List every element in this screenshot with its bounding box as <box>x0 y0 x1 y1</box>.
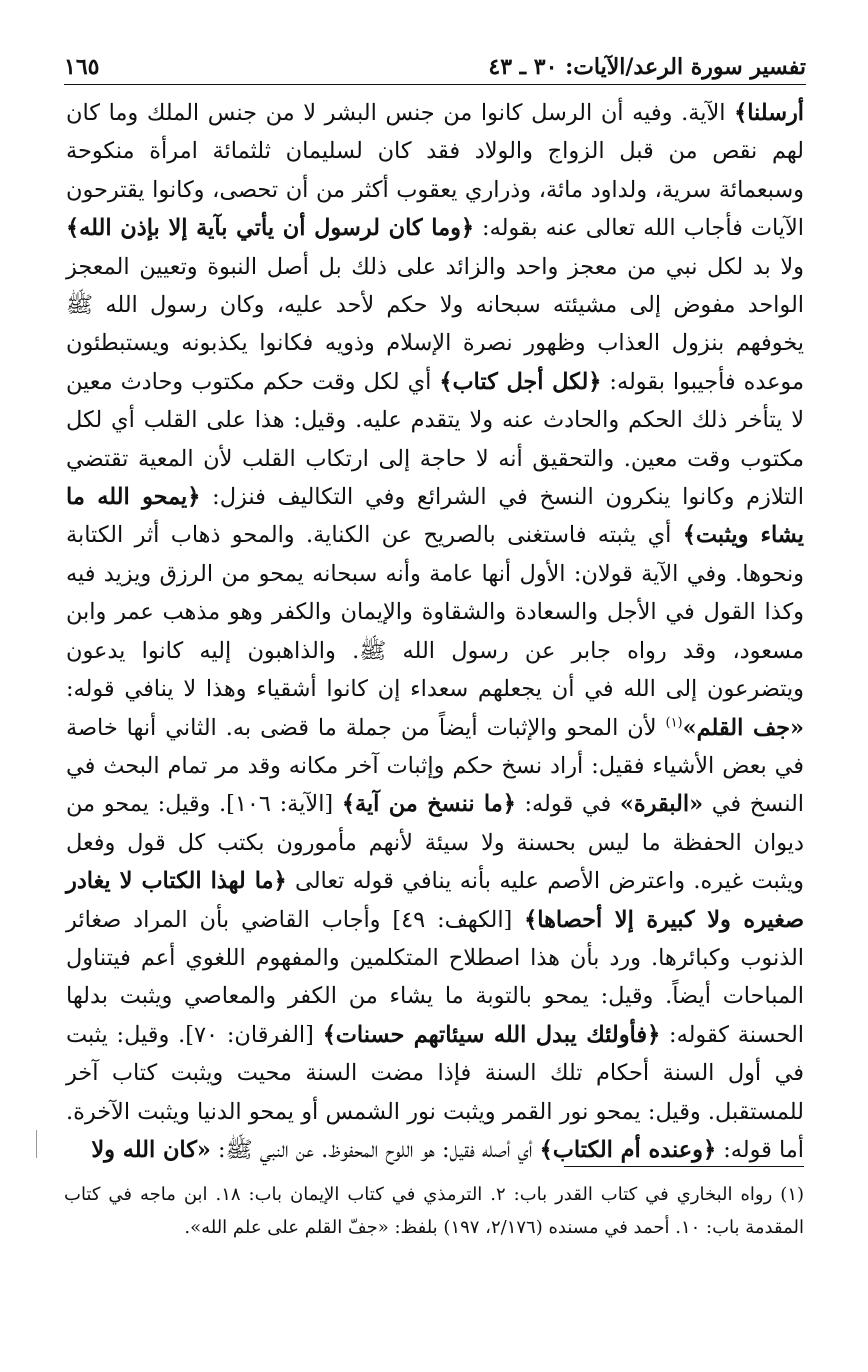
footnote-divider <box>564 1166 804 1167</box>
quran-quote: ﴿ما ننسخ من آية﴾ <box>341 791 516 818</box>
text-run: [الكهف: ٤٩] وأجاب القاضي بأن المراد صغائر الذنوب وكبائرها. ورد بأن هذا اصطلاح المتكلمين والمفهوم اللغوي أعم فيتناول المباحات أيضاً. وقيل: يمحو بالتوبة ما يشاء من الكفر والمعاصي ويثبت بدلها الحسنة كقوله: <box>66 906 804 1048</box>
text-run: أي يثبته فاستغنى بالصريح عن الكناية. والمحو ذهاب أثر الكتابة ونحوها. وفي الآية قولان: الأول أنها عامة وأنه سبحانه يمحو من الرزق ويزيد فيه وكذا القول في الأجل والسعادة والشقاوة والإيمان والكفر وهو مذهب عمر وابن مسعود، وقد رواه جابر عن رسول الله ﷺ. والذاهبون إليه كانوا يدعون ويتضرعون إلى الله في أن يجعلهم سعداء إن كانوا أشقياء وهذا لا ينافي قوله: <box>66 522 804 703</box>
text-run: الآية. وفيه أن الرسل كانوا من جنس البشر لا من جنس الملك وما كان لهم نقص من قبل الزواج والولاد فقد كان لسليمان ثلثمائة امرأة منكوحة وسبعمائة سرية، ولداود مائة، وذراري يعقوب أكثر من أن تحصى، وكانوا يقترحون الآيات فأجاب الله تعالى عنه بقوله: <box>66 100 804 242</box>
running-title: تفسير سورة الرعد/الآيات: ٣٠ ـ ٤٣ <box>488 54 806 80</box>
text-run: أي لكل وقت حكم مكتوب وحادث معين لا يتأخر ذلك الحكم والحادث عنه ولا يتقدم عليه. وقيل: هذا على القلب أي لكل مكتوب وقت معين. والتحقيق أنه لا حاجة إلى ارتكاب القلب لأن المعية تقتضي التلازم وكانوا ينكرون النسخ في الشرائع وفي التكاليف فنزل: <box>66 368 804 511</box>
surah-name: «البقرة» <box>619 791 704 818</box>
footnote-reference[interactable]: (١) <box>665 715 683 731</box>
header-divider <box>64 84 806 85</box>
quran-quote: ﴿يمحو الله ما يشاء ويثبت﴾ <box>66 484 805 549</box>
main-text <box>66 94 804 1169</box>
quran-quote: أرسلنا﴾ <box>734 100 804 126</box>
footnote: (١) رواه البخاري في كتاب القدر باب: ٢. الترمذي في كتاب الإيمان باب: ١٨. ابن ماجه في كتاب المقدمة باب: ١٠. أحمد في مسنده (٢/١٧٦، ١٩٧) بلفظ: «جفّ القلم على علم الله». <box>64 1184 805 1238</box>
hadith-quote: «جف القلم» <box>682 714 804 741</box>
text-run: ولا بد لكل نبي من معجز واحد والزائد على ذلك بل أصل النبوة وتعيين المعجز الواحد مفوض إلى مشيئته سبحانه ولا حكم لأحد عليه، وكان رسول الله ﷺ يخوفهم بنزول العذاب وظهور نصرة الإسلام وذويه فكانوا يكذبونه ويستبطئون موعده فأجيبوا بقوله: <box>66 253 804 395</box>
quran-quote: ﴿ما لهذا الكتاب لا يغادر صغيره ولا كبيرة إلا أحصاها﴾ <box>66 868 805 933</box>
hadith-quote: «كان الله ولا <box>91 1136 211 1163</box>
margin-mark <box>36 1130 37 1158</box>
quran-quote: ﴿وما كان لرسول أن يأتي بآية إلا بإذن الله﴾ <box>66 215 475 242</box>
text-run: لأن المحو والإثبات أيضاً من جملة ما قضى به. الثاني أنها خاصة في بعض الأشياء فقيل: أراد نسخ حكم وإثبات آخر مكانه وقد مر تمام البحث في النسخ في <box>66 714 805 818</box>
quran-quote: ﴿وعنده أم الكتاب﴾ <box>539 1136 717 1163</box>
text-run: [الفرقان: ٧٠]. وقيل: يثبت في أول السنة أحكام تلك السنة فإذا مضت السنة محيت ويثبت كتاب آخر للمستقبل. وقيل: يمحو نور القمر ويثبت نور الشمس أو يمحو الدنيا ويثبت الآخرة. أما قوله: <box>66 1021 804 1163</box>
page-header <box>64 40 806 80</box>
quran-quote: ﴿لكل أجل كتاب﴾ <box>439 368 602 395</box>
text-run: في قوله: <box>515 791 620 818</box>
text-run: [الآية: ١٠٦]. وقيل: يمحو من ديوان الحفظة ما ليس بحسنة ولا سيئة لأنهم مأمورون بكتب كل قول وفعل ويثبت غيره. واعترض الأصم عليه بأنه ينافي قوله تعالى <box>66 791 804 895</box>
text-run: أي أصله فقيل: هو اللوح المحفوظ. عن النبي ﷺ: <box>210 1136 540 1163</box>
quran-quote: ﴿فأولئك يبدل الله سيئاتهم حسنات﴾ <box>322 1021 661 1048</box>
page-number: ١٦٥ <box>64 54 100 80</box>
